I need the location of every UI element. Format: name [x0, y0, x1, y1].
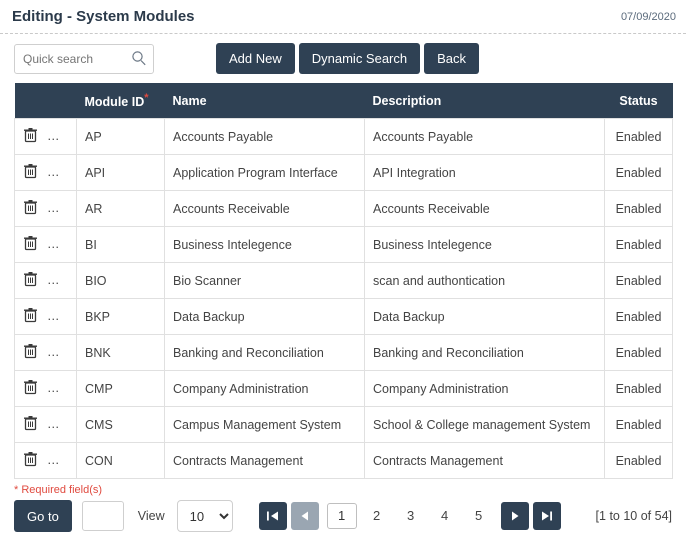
row-actions-cell	[15, 155, 77, 191]
row-actions-cell	[15, 119, 77, 155]
page-size-select[interactable]	[177, 500, 233, 532]
row-description: API Integration	[365, 155, 605, 191]
row-name: Bio Scanner	[165, 263, 365, 299]
row-status: Enabled	[605, 443, 673, 479]
required-marker: *	[144, 92, 149, 104]
page-number-list	[327, 503, 493, 529]
table-row	[15, 191, 673, 227]
column-actions	[15, 83, 77, 119]
table-header	[15, 83, 673, 119]
page-number[interactable]: 4	[441, 508, 449, 524]
search-field-wrapper	[14, 44, 154, 74]
pagination	[259, 502, 561, 530]
column-name: Name	[165, 83, 365, 119]
row-module-id: CMS	[77, 407, 165, 443]
page-number[interactable]: 3	[407, 508, 415, 524]
table-row	[15, 407, 673, 443]
row-name: Accounts Receivable	[165, 191, 365, 227]
trash-icon[interactable]	[23, 235, 38, 254]
required-fields-note: * Required field(s)	[14, 484, 103, 497]
table-footer	[0, 496, 686, 542]
page-number[interactable]: 1	[327, 503, 357, 529]
row-description: Accounts Receivable	[365, 191, 605, 227]
table-row	[15, 299, 673, 335]
table-container	[0, 83, 686, 479]
row-status: Enabled	[605, 263, 673, 299]
column-module-id	[77, 83, 165, 119]
table-row	[15, 227, 673, 263]
table-body	[15, 119, 673, 479]
trash-icon[interactable]	[23, 163, 38, 182]
header-date: 07/09/2020	[620, 10, 676, 23]
row-description: Accounts Payable	[365, 119, 605, 155]
row-description: scan and authontication	[365, 263, 605, 299]
trash-icon[interactable]	[23, 343, 38, 362]
toolbar-buttons	[216, 43, 479, 74]
page-header	[0, 0, 686, 34]
next-page-icon[interactable]	[501, 502, 529, 530]
table-row	[15, 155, 673, 191]
last-page-icon[interactable]	[533, 502, 561, 530]
view-label: View	[137, 509, 165, 524]
row-module-id: AP	[77, 119, 165, 155]
column-description: Description	[365, 83, 605, 119]
table-header-row	[15, 83, 673, 119]
row-description: Contracts Management	[365, 443, 605, 479]
row-status: Enabled	[605, 371, 673, 407]
back-button[interactable]: Back	[424, 43, 479, 74]
record-range-text: [1 to 10 of 54]	[595, 509, 672, 524]
row-status: Enabled	[605, 119, 673, 155]
page-number[interactable]: 5	[475, 508, 483, 524]
row-module-id: BKP	[77, 299, 165, 335]
modules-table	[14, 83, 673, 479]
trash-icon[interactable]	[23, 451, 38, 470]
trash-icon[interactable]	[23, 271, 38, 290]
table-row	[15, 263, 673, 299]
table-row	[15, 119, 673, 155]
row-actions-cell	[15, 191, 77, 227]
search-input[interactable]	[14, 44, 154, 74]
row-name: Campus Management System	[165, 407, 365, 443]
column-module-id-label: Module ID	[84, 95, 145, 110]
dynamic-search-button[interactable]: Dynamic Search	[299, 43, 420, 74]
row-status: Enabled	[605, 407, 673, 443]
row-name: Application Program Interface	[165, 155, 365, 191]
row-module-id: CMP	[77, 371, 165, 407]
go-to-button[interactable]: Go to	[14, 500, 72, 532]
row-actions-cell	[15, 335, 77, 371]
row-actions-cell	[15, 443, 77, 479]
row-name: Banking and Reconciliation	[165, 335, 365, 371]
row-name: Accounts Payable	[165, 119, 365, 155]
row-name: Company Administration	[165, 371, 365, 407]
row-status: Enabled	[605, 299, 673, 335]
table-row	[15, 335, 673, 371]
row-actions-cell	[15, 407, 77, 443]
row-status: Enabled	[605, 191, 673, 227]
row-module-id: BI	[77, 227, 165, 263]
trash-icon[interactable]	[23, 307, 38, 326]
trash-icon[interactable]	[23, 415, 38, 434]
row-module-id: AR	[77, 191, 165, 227]
row-actions-cell	[15, 371, 77, 407]
add-new-button[interactable]: Add New	[216, 43, 295, 74]
row-actions-cell	[15, 299, 77, 335]
row-description: School & College management System	[365, 407, 605, 443]
row-status: Enabled	[605, 155, 673, 191]
trash-icon[interactable]	[23, 199, 38, 218]
row-module-id: BIO	[77, 263, 165, 299]
trash-icon[interactable]	[23, 379, 38, 398]
row-description: Banking and Reconciliation	[365, 335, 605, 371]
row-name: Business Intelegence	[165, 227, 365, 263]
row-description: Data Backup	[365, 299, 605, 335]
page-number[interactable]: 2	[373, 508, 381, 524]
row-name: Contracts Management	[165, 443, 365, 479]
go-to-page-input[interactable]	[82, 501, 124, 531]
row-status: Enabled	[605, 335, 673, 371]
column-status: Status	[605, 83, 673, 119]
row-module-id: CON	[77, 443, 165, 479]
toolbar	[0, 34, 686, 83]
row-status: Enabled	[605, 227, 673, 263]
row-module-id: BNK	[77, 335, 165, 371]
trash-icon[interactable]	[23, 127, 38, 146]
table-row	[15, 371, 673, 407]
prev-page-icon[interactable]	[291, 502, 319, 530]
table-row	[15, 443, 673, 479]
row-name: Data Backup	[165, 299, 365, 335]
row-description: Company Administration	[365, 371, 605, 407]
row-actions-cell	[15, 227, 77, 263]
first-page-icon[interactable]	[259, 502, 287, 530]
page-title: Editing - System Modules	[12, 8, 195, 25]
row-module-id: API	[77, 155, 165, 191]
row-description: Business Intelegence	[365, 227, 605, 263]
row-actions-cell	[15, 263, 77, 299]
